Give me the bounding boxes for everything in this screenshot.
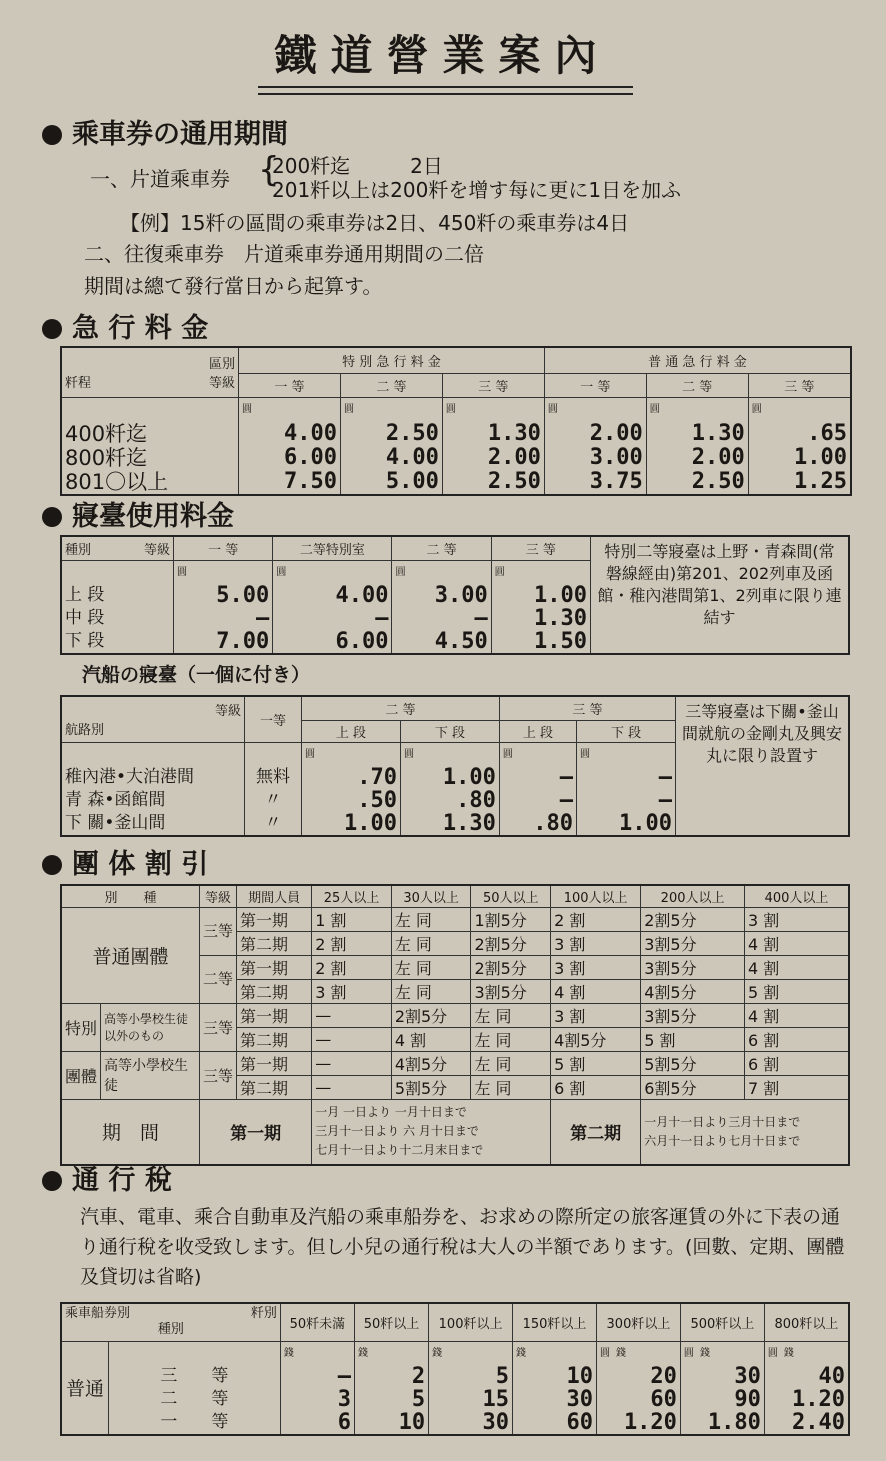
cell-value: — <box>658 787 672 813</box>
section-heading-sleeper <box>42 494 234 533</box>
cell-value: 等級 <box>208 376 235 392</box>
cell-value: 圓 <box>580 748 591 760</box>
cell-value: 30 <box>734 1363 761 1389</box>
cell-value: — <box>474 605 488 631</box>
cell-value: 種別 <box>157 1322 184 1338</box>
class-header: 二 等 <box>340 373 442 397</box>
cell-value: 1.00 <box>619 810 672 836</box>
table-cell: 6 割 <box>744 1051 849 1075</box>
cell-value: 錢 <box>516 1347 527 1359</box>
cell-value: 錢 <box>699 1347 710 1359</box>
cell-value: 圓 <box>403 748 414 760</box>
sleeper-corner-header <box>61 536 174 560</box>
distance-header: 500粁以上 <box>680 1303 764 1341</box>
cell-value: 錢 <box>432 1347 443 1359</box>
cell-value: 粁程 <box>65 376 92 392</box>
section-heading-group-discount <box>42 842 208 881</box>
berth-fee-cell <box>400 742 499 836</box>
cell-value: 7.00 <box>216 628 270 654</box>
class-header: 二 等 <box>646 373 748 397</box>
table-cell: 4 割 <box>744 1003 849 1027</box>
special-express-header: 特 別 急 行 料 金 <box>239 347 545 373</box>
cell-value: 圓 <box>599 1347 610 1359</box>
section-heading-text: 團 体 割 引 <box>72 849 209 880</box>
cell-value: 2.00 <box>589 420 643 446</box>
fare-cell <box>442 397 544 495</box>
table-cell: 左 同 <box>391 979 471 1003</box>
oneway-rule-b: 201粁以上は200粁を增す每に更に1日を加ふ <box>272 178 682 202</box>
cell-value: 區別 <box>208 357 235 373</box>
cell-value: 6.00 <box>335 628 389 654</box>
cell-value: 圓 <box>242 403 252 415</box>
table-cell: 4 割 <box>551 979 641 1003</box>
col-header: 50人以上 <box>471 885 551 907</box>
cell-value: 1.80 <box>707 1409 761 1435</box>
section-heading-text: 寢臺使用料金 <box>72 501 234 532</box>
table-cell: 3割5分 <box>641 1003 745 1027</box>
fee-cell <box>491 560 590 654</box>
period-label: 第二期 <box>237 979 312 1003</box>
table-cell: 2 割 <box>551 907 641 931</box>
cell-value: 等級 <box>214 704 241 720</box>
table-cell: 5 割 <box>551 1051 641 1075</box>
table-cell: 7 割 <box>744 1075 849 1099</box>
cell-value: 圓 <box>494 566 505 578</box>
cell-value: 2.50 <box>487 468 541 494</box>
table-cell: 6 割 <box>551 1075 641 1099</box>
cell-value: 5.00 <box>385 468 439 494</box>
cell-value: 60 <box>566 1409 593 1435</box>
table-cell: 1 割 <box>312 907 392 931</box>
tax-cell <box>764 1341 849 1435</box>
cell-value: 5 <box>495 1363 510 1389</box>
distance-header: 50粁未滿 <box>280 1303 354 1341</box>
cell-value: 稚內港•大泊港間 <box>65 766 195 787</box>
non-primary-students-label: 高等小學校生徒以外のもの <box>101 1003 200 1051</box>
table-cell: 左 同 <box>471 1051 551 1075</box>
tax-cell <box>513 1341 597 1435</box>
cell-value: 1.20 <box>623 1409 677 1435</box>
cell-value: 4.00 <box>385 444 439 470</box>
period-label: 第二期 <box>237 1075 312 1099</box>
cell-value: — <box>559 764 574 790</box>
cell-value: 錢 <box>283 1347 294 1359</box>
cell-value: — <box>256 605 270 631</box>
cell-value: 圓 <box>767 1347 778 1359</box>
table-cell: 2 割 <box>312 955 392 979</box>
cell-value: 圓 <box>683 1347 694 1359</box>
period-label: 第一期 <box>237 1051 312 1075</box>
cell-value: 30 <box>566 1386 593 1412</box>
period-row-label: 期 間 <box>61 1099 200 1165</box>
col-header: 別 種 <box>61 885 200 907</box>
transit-tax-table <box>60 1302 850 1436</box>
cell-value: 1.25 <box>794 468 847 494</box>
cell-value: — <box>375 605 389 631</box>
fare-cell <box>340 397 442 495</box>
col-header: 100人以上 <box>551 885 641 907</box>
table-cell: 3割5分 <box>641 955 745 979</box>
cell-value: 粁別 <box>250 1306 277 1322</box>
distance-header: 100粁以上 <box>429 1303 513 1341</box>
cell-value: 3 <box>337 1386 351 1412</box>
special-label: 特別 <box>61 1003 101 1051</box>
cell-value: 1.30 <box>487 420 541 446</box>
period1-label: 第一期 <box>200 1099 312 1165</box>
cell-value: 乘車船券別 <box>65 1306 131 1322</box>
cell-value: 錢 <box>357 1347 368 1359</box>
berth-labels <box>61 560 174 654</box>
cell-value: .80 <box>533 810 574 836</box>
cell-value: 等級 <box>143 542 170 558</box>
bullet-icon <box>42 855 62 875</box>
cell-value: 圓 <box>502 748 513 760</box>
berth-fee-cell <box>302 742 401 836</box>
ship-sleeper-note: 三等寢臺は下關•釜山間就航の金剛丸及興安丸に限り設置す <box>676 696 850 836</box>
oneway-rule-a: 200粁迄 2日 <box>272 154 443 178</box>
period2-label: 第二期 <box>551 1099 641 1165</box>
brace-icon: { <box>258 150 280 190</box>
second-class-header: 二 等 <box>302 696 500 720</box>
cell-value: 二 等 <box>160 1388 229 1409</box>
ordinary-label: 普通 <box>61 1341 109 1435</box>
bullet-icon <box>42 507 62 527</box>
ship-corner-header <box>61 696 245 742</box>
bullet-icon <box>42 125 62 145</box>
ordinary-group-label: 普通團體 <box>61 907 200 1003</box>
table-cell: 6 割 <box>744 1027 849 1051</box>
cell-value: .80 <box>456 787 496 813</box>
cell-value: 60 <box>650 1386 677 1412</box>
sleeper-fee-table <box>60 535 850 655</box>
cell-value: 圓 <box>305 748 315 760</box>
col-header: 400人以上 <box>744 885 849 907</box>
cell-value: 3.75 <box>589 468 643 494</box>
table-cell: 左 同 <box>471 1075 551 1099</box>
table-cell: 1割5分 <box>471 907 551 931</box>
tax-corner-header <box>61 1303 280 1341</box>
first-class-header: 一等 <box>245 696 302 742</box>
cell-value: 1.30 <box>691 420 745 446</box>
cell-value: — <box>337 1363 351 1389</box>
tax-cell <box>354 1341 428 1435</box>
fare-cell <box>239 397 341 495</box>
table-cell: 左 同 <box>391 907 471 931</box>
period1-dates <box>312 1099 551 1165</box>
table-cell: 5割5分 <box>641 1051 745 1075</box>
cell-value: 無料 <box>256 766 290 787</box>
distance-header: 50粁以上 <box>354 1303 428 1341</box>
cell-value: 〃 <box>264 812 282 833</box>
cell-value: 4.00 <box>335 582 389 608</box>
class-header: 三 等 <box>491 536 590 560</box>
cell-value: .65 <box>807 420 847 446</box>
cell-value: 400粁迄 <box>65 421 148 446</box>
cell-value: 1.00 <box>343 810 397 836</box>
fee-cell <box>174 560 273 654</box>
period-label: 第二期 <box>237 1027 312 1051</box>
cell-value: 5.00 <box>216 582 270 608</box>
cell-value: 1.20 <box>792 1386 845 1412</box>
cell-value: 下 段 <box>65 630 105 651</box>
class-header: 一 等 <box>174 536 273 560</box>
section-heading-validity <box>42 112 288 151</box>
class-header: 三 等 <box>748 373 851 397</box>
cell-value: 6.00 <box>283 444 337 470</box>
cell-value: .50 <box>357 787 397 813</box>
transit-tax-paragraph: 汽車、電車、乘合自動車及汽船の乘車船券を、お求めの際所定の旅客運賃の外に下表の通り通行稅を收受致します。但し小兒の通行稅は大人の半額であります。(回數、定期、團體及貸切は省略) <box>80 1206 845 1288</box>
cell-value: 圓 <box>649 403 660 415</box>
cell-value: 圓 <box>445 403 456 415</box>
cell-value: 青 森•函館間 <box>65 789 166 810</box>
cell-value: 30 <box>482 1409 510 1435</box>
cell-value: 10 <box>398 1409 426 1435</box>
table-cell: 2 割 <box>312 931 392 955</box>
table-cell: 5 割 <box>744 979 849 1003</box>
fee-cell <box>273 560 392 654</box>
oneway-label: 一、片道乘車券 <box>90 167 230 191</box>
table-cell: 5 割 <box>641 1027 745 1051</box>
cell-value: 90 <box>734 1386 761 1412</box>
distance-header: 150粁以上 <box>513 1303 597 1341</box>
table-cell: 4割5分 <box>641 979 745 1003</box>
cell-value: 2 <box>411 1363 426 1389</box>
ship-sleeper-heading: 汽船の寢臺（一個に付き） <box>82 664 311 686</box>
cell-value: 40 <box>818 1363 845 1389</box>
upper-berth-header: 上 段 <box>302 720 401 742</box>
cell-value: 20 <box>650 1363 677 1389</box>
class-header: 二 等 <box>392 536 491 560</box>
cell-value: .70 <box>357 764 397 790</box>
table-cell: 2割5分 <box>471 955 551 979</box>
cell-value: 圓 <box>276 566 287 578</box>
table-cell: — <box>312 1027 392 1051</box>
cell-value: 5 <box>411 1386 426 1412</box>
section-heading-text: 乘車券の通用期間 <box>72 119 288 150</box>
table-cell: — <box>312 1051 392 1075</box>
cell-value: — <box>559 787 574 813</box>
cell-value: 七月十一日より十二月末日まで <box>315 1143 484 1158</box>
berth-fee-cell <box>499 742 576 836</box>
table-cell: 3 割 <box>551 955 641 979</box>
cell-value: 三 等 <box>160 1365 229 1386</box>
class-label: 三等 <box>200 1003 237 1051</box>
tax-cell <box>429 1341 513 1435</box>
table-cell: 4割5分 <box>551 1027 641 1051</box>
lower-berth-header: 下 段 <box>577 720 676 742</box>
group-label: 團體 <box>61 1051 101 1099</box>
table-cell: 4 割 <box>391 1027 471 1051</box>
cell-value: 1.30 <box>442 810 496 836</box>
cell-value: 圓 <box>751 403 762 415</box>
class-header: 一 等 <box>544 373 646 397</box>
table-cell: — <box>312 1075 392 1099</box>
table-cell: — <box>312 1003 392 1027</box>
cell-value: 1.00 <box>794 444 847 470</box>
cell-value: 10 <box>566 1363 593 1389</box>
cell-value: 2.40 <box>792 1409 845 1435</box>
col-header: 200人以上 <box>641 885 745 907</box>
cell-value: 錢 <box>783 1347 794 1359</box>
lower-berth-header: 下 段 <box>400 720 499 742</box>
express-fare-table <box>60 346 852 496</box>
fare-cell <box>748 397 851 495</box>
cell-value: 7.50 <box>283 468 337 494</box>
cell-value: 〃 <box>264 789 282 810</box>
cell-value: 4.00 <box>283 420 337 446</box>
cell-value: 4.50 <box>434 628 488 654</box>
cell-value: 15 <box>482 1386 510 1412</box>
cell-value: 上 段 <box>65 584 105 605</box>
table-cell: 5割5分 <box>391 1075 471 1099</box>
table-cell: 3割5分 <box>471 979 551 1003</box>
table-cell: 2割5分 <box>641 907 745 931</box>
period-label: 第一期 <box>237 1003 312 1027</box>
route-labels <box>61 742 245 836</box>
cell-value: 3.00 <box>434 582 488 608</box>
col-header <box>237 885 312 907</box>
cell-value: 人員 <box>274 890 301 906</box>
tax-cell <box>680 1341 764 1435</box>
class-labels <box>109 1341 281 1435</box>
table-cell: 左 同 <box>471 1003 551 1027</box>
section-heading-transit-tax <box>42 1158 172 1197</box>
table-cell: 3 割 <box>551 931 641 955</box>
period-start-text: 期間は總て發行當日から起算す。 <box>84 274 383 298</box>
sleeper-note: 特別二等寢臺は上野・青森間(常磐線經由)第201、202列車及函館・稚內港間第1、2列車に限り連結す <box>591 536 850 654</box>
third-class-header: 三 等 <box>499 696 675 720</box>
table-cell: 左 同 <box>391 955 471 979</box>
class-label: 三等 <box>200 1051 237 1099</box>
fare-cell <box>544 397 646 495</box>
table-cell: 3 割 <box>312 979 392 1003</box>
fee-cell <box>392 560 491 654</box>
class-label: 三等 <box>200 907 237 955</box>
class-header: 三 等 <box>442 373 544 397</box>
period-label: 第一期 <box>237 907 312 931</box>
period2-dates <box>641 1099 849 1165</box>
cell-value: 圓 <box>547 403 558 415</box>
class-label: 二等 <box>200 955 237 1003</box>
cell-value: 2.50 <box>691 468 745 494</box>
tax-cell <box>280 1341 354 1435</box>
ship-sleeper-table <box>60 695 850 837</box>
col-header: 等級 <box>200 885 237 907</box>
cell-value: 1.30 <box>534 605 587 631</box>
cell-value: 中 段 <box>65 607 105 628</box>
cell-value: 圓 <box>343 403 354 415</box>
cell-value: 1.50 <box>534 628 587 654</box>
table-cell: 3 割 <box>744 907 849 931</box>
cell-value: 2.00 <box>691 444 745 470</box>
period-label: 第二期 <box>237 931 312 955</box>
cell-value: 800粁迄 <box>65 445 148 470</box>
distance-header: 800粁以上 <box>764 1303 849 1341</box>
col-header: 30人以上 <box>391 885 471 907</box>
class-header: 一 等 <box>239 373 341 397</box>
group-discount-table <box>60 884 850 1166</box>
cell-value: 1.00 <box>534 582 587 608</box>
cell-value: 種別 <box>65 542 92 558</box>
cell-value: 圓 <box>395 566 406 578</box>
table-cell: 2割5分 <box>471 931 551 955</box>
cell-value: — <box>658 764 672 790</box>
page-title: 鐵道營業案內 <box>274 31 611 80</box>
roundtrip-text: 二、往復乘車券 片道乘車券通用期間の二倍 <box>84 242 484 266</box>
cell-value: 錢 <box>616 1347 627 1359</box>
distance-header: 300粁以上 <box>596 1303 680 1341</box>
section-heading-text: 通 行 稅 <box>72 1165 172 1196</box>
cell-value: 三月十一日より 六 月十日まで <box>315 1124 479 1139</box>
table-cell: 4 割 <box>744 931 849 955</box>
table-cell: 3 割 <box>551 1003 641 1027</box>
table-cell: 左 同 <box>391 931 471 955</box>
cell-value: 2.50 <box>385 420 439 446</box>
table-cell: 3割5分 <box>641 931 745 955</box>
cell-value: 一月 一日より 一月十日まで <box>315 1105 467 1120</box>
example-text: 【例】15粁の區間の乘車券は2日、450粁の乘車券は4日 <box>120 211 630 235</box>
cell-value: 圓 <box>177 566 187 578</box>
ordinary-express-header: 普 通 急 行 料 金 <box>544 347 851 373</box>
table-cell: 4 割 <box>744 955 849 979</box>
cell-value: 航路別 <box>65 723 105 739</box>
bullet-icon <box>42 319 62 339</box>
table-cell: 2割5分 <box>391 1003 471 1027</box>
title-underline <box>258 86 633 95</box>
table-cell: 6割5分 <box>641 1075 745 1099</box>
express-corner-header <box>61 347 239 397</box>
distance-labels <box>61 397 239 495</box>
class-header: 二等特別室 <box>273 536 392 560</box>
col-header: 25人以上 <box>312 885 392 907</box>
cell-value: 1.00 <box>442 764 496 790</box>
fare-cell <box>646 397 748 495</box>
upper-berth-header: 上 段 <box>499 720 576 742</box>
tax-cell <box>596 1341 680 1435</box>
table-cell: 左 同 <box>471 1027 551 1051</box>
section-heading-text: 急 行 料 金 <box>72 313 209 344</box>
table-cell: 4割5分 <box>391 1051 471 1075</box>
bullet-icon <box>42 1171 62 1191</box>
primary-students-label: 高等小學校生徒 <box>101 1051 200 1099</box>
cell-value: 一月十一日より三月十日まで <box>644 1114 801 1129</box>
berth-fee-cell <box>577 742 676 836</box>
cell-value: 6 <box>337 1409 351 1435</box>
section-heading-express <box>42 306 208 345</box>
cell-value: 期間 <box>248 890 275 906</box>
cell-value: 六月十一日より七月十日まで <box>644 1133 801 1148</box>
cell-value: 下 關•釜山間 <box>65 812 166 833</box>
period-label: 第一期 <box>237 955 312 979</box>
cell-value: 2.00 <box>487 444 541 470</box>
cell-value: 一 等 <box>160 1411 229 1432</box>
cell-value: 801〇以上 <box>65 469 169 494</box>
cell-value: 3.00 <box>589 444 643 470</box>
first-class-values <box>245 742 302 836</box>
